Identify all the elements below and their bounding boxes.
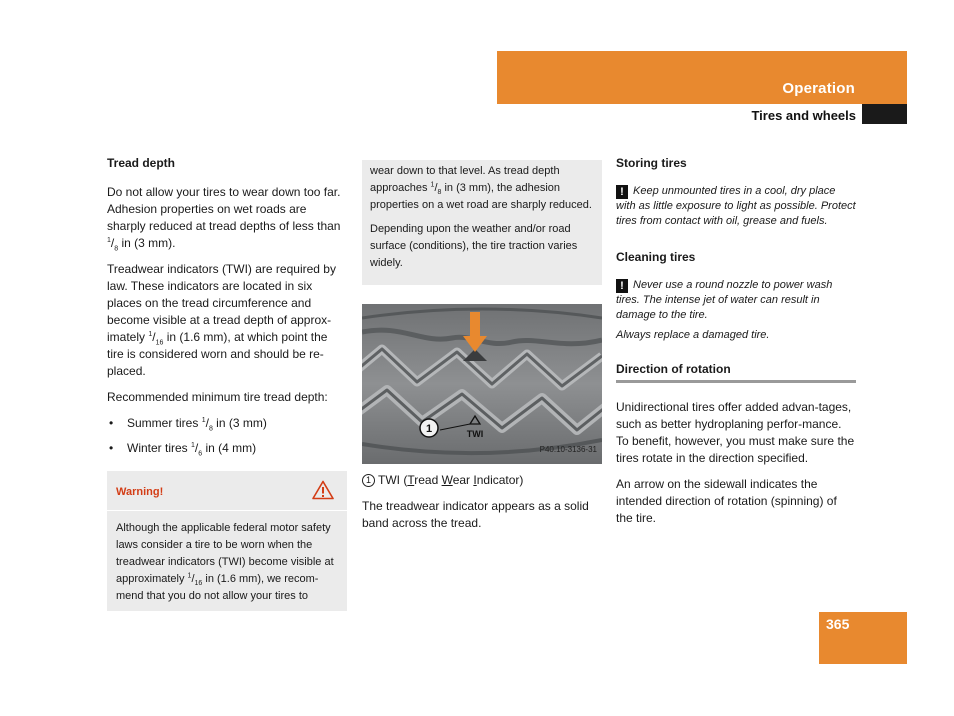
warning-body: Although the applicable federal motor safety laws consider a tire to be worn when the treadwear indicators (TWI) become visible at approximately $^1/_{16}$ in (1.6 mm), we recom-mend that you do not allow your tires to: [116, 522, 334, 602]
column-storage-cleaning-rotation: [616, 155, 856, 536]
cleaning-notice: ! Never use a round nozzle to power wash tires. The intense jet of water can result in damage to the tire.: [616, 279, 833, 321]
storing-notice: ! Keep unmounted tires in a cool, dry place with as little exposure to light as possible. Protect tires from contact with oil, grease and fuels.: [616, 185, 856, 227]
twi-label: TWI: [466, 429, 484, 439]
direction-of-rotation-heading: Direction of rotation: [616, 361, 856, 383]
notice-icon: !: [616, 185, 628, 199]
page-number: 365: [826, 616, 850, 632]
twi-description-paragraph: The treadwear indicator appears as a solid band across the tread.: [362, 499, 589, 530]
column-tread-depth: [107, 155, 347, 611]
figure-caption: 1 TWI (Tread Wear Indicator): [362, 472, 602, 489]
direction-paragraph-1: Unidirectional tires offer added advan-tages, such as better hydroplaning perfor-mance. To benefit, however, you must make sure the tires rotate in the direction specified.: [616, 400, 855, 465]
twi-paragraph: Treadwear indicators (TWI) are required by law. These indicators are located in six places on the tread circumference and become visible at a tread depth of approx-imately $^1/_{16}$ in (1.6 mm), at which point the tire is considered worn and should be re-placed.: [107, 262, 336, 378]
cleaning-tires-heading: Cleaning tires: [616, 250, 696, 264]
warning-label: Warning!: [116, 486, 164, 498]
recommended-depth-paragraph: Recommended minimum tire tread depth:: [107, 390, 328, 404]
subsection-marker: [862, 104, 907, 124]
notice-icon: !: [616, 279, 628, 293]
tire-tread-figure: [362, 304, 602, 464]
section-header-bar: [497, 51, 907, 104]
traction-paragraph: Depending upon the weather and/or road surface (conditions), the tire traction varies widely.: [370, 223, 578, 269]
column-treadwear-indicator: [362, 160, 602, 541]
caption-number: 1: [362, 474, 375, 487]
tire-tread-illustration: [362, 304, 602, 464]
warning-box: [107, 471, 347, 611]
tread-depth-paragraph: Do not allow your tires to wear down too far. Adhesion properties on wet roads are sharply reduced at tread depths of less than $^1/_8$ in (3 mm).: [107, 185, 341, 253]
list-item: • Winter tires $^1/_6$ in (4 mm): [107, 440, 347, 457]
figure-code: P40.10-3136-31: [539, 445, 597, 454]
storing-tires-heading: Storing tires: [616, 156, 687, 170]
subsection-title: Tires and wheels: [751, 108, 856, 123]
warning-continuation-box: [362, 160, 602, 285]
warning-continuation-paragraph: wear down to that level. As tread depth approaches $^1/_8$ in (3 mm), the adhesion properties on a wet road are sharply reduced.: [370, 165, 592, 211]
tread-depth-list: [107, 415, 347, 457]
page-number-box: [819, 612, 907, 664]
direction-paragraph-2: An arrow on the sidewall indicates the intended direction of rotation (spinning) of the tire.: [616, 477, 837, 525]
warning-header: [107, 471, 347, 511]
figure-callout-number: 1: [425, 423, 433, 435]
warning-triangle-icon: [312, 480, 334, 500]
list-item: • Summer tires $^1/_8$ in (3 mm): [107, 415, 347, 432]
tread-depth-heading: Tread depth: [107, 156, 176, 170]
section-title: Operation: [782, 80, 855, 97]
cleaning-note: Always replace a damaged tire.: [616, 329, 770, 341]
